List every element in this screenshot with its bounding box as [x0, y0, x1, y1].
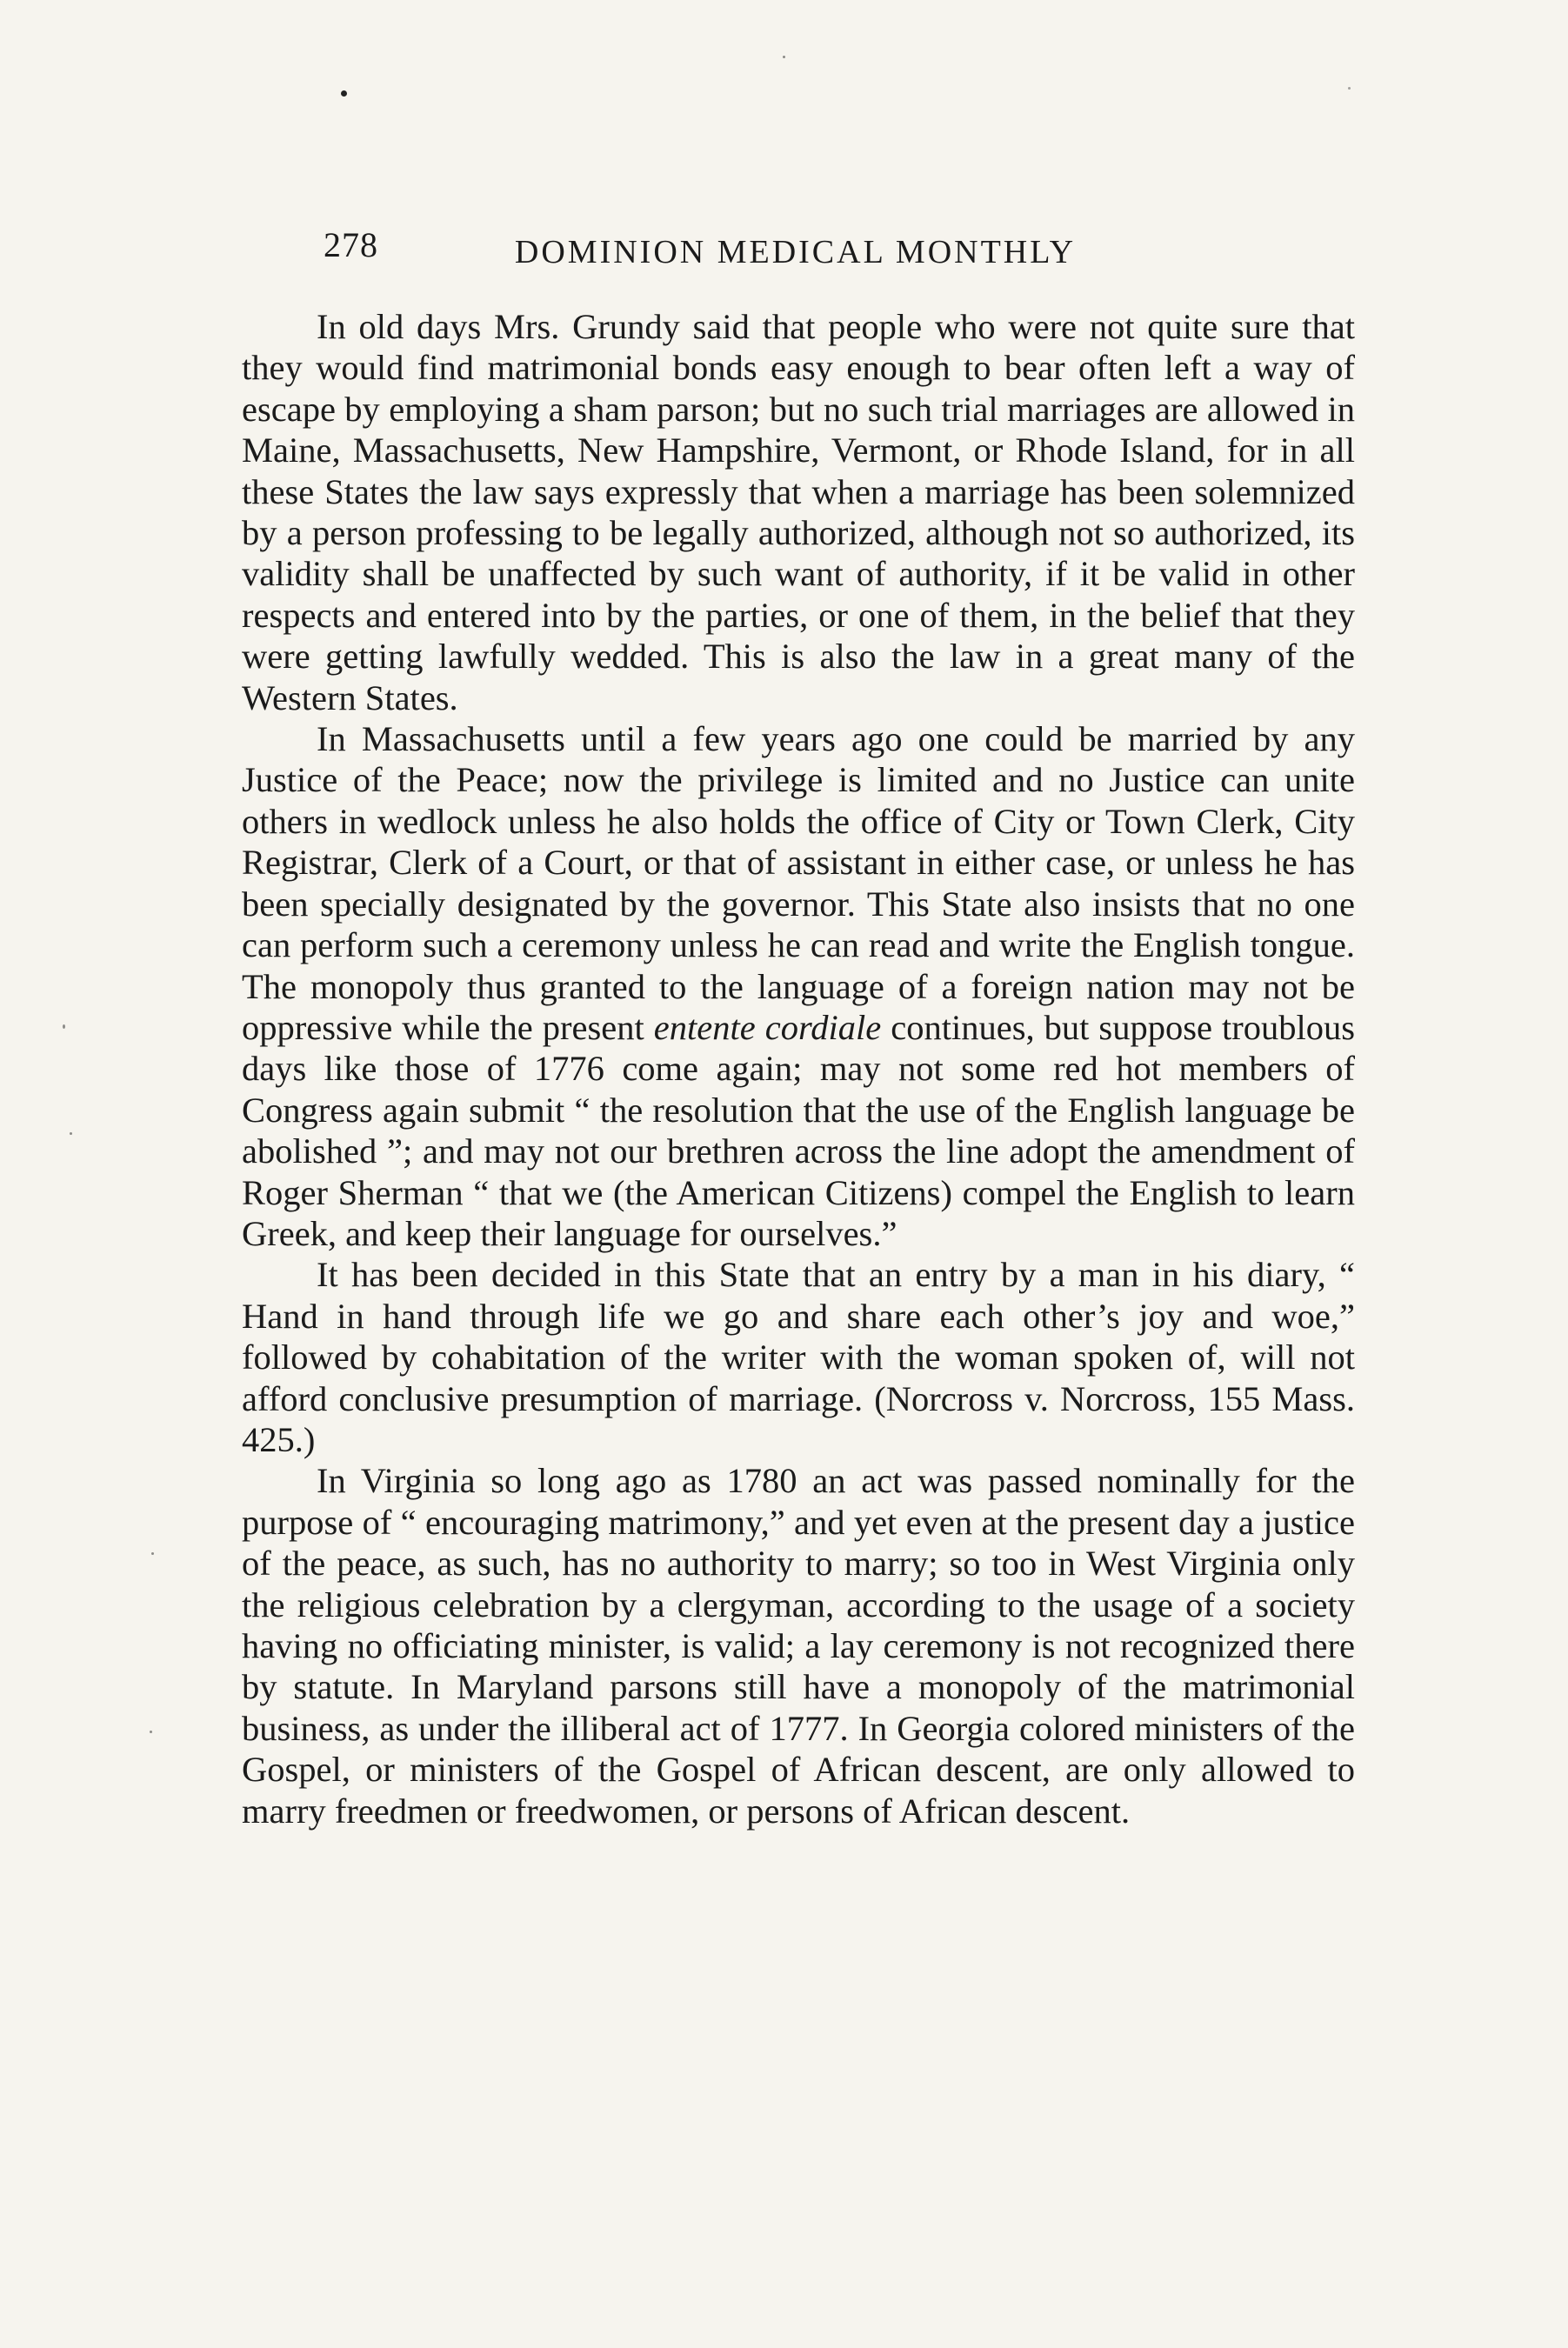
- page-number: 278: [324, 225, 378, 264]
- page-header: [324, 224, 1198, 285]
- paragraph: In Virginia so long ago as 1780 an act was passed nominally for the purpose of “ encouraging matrimony,” and yet even at the present day a justice of the peace, as such, has no authority to marry; so too in West Virginia only the religious celebration by a clergyman, according to the usage of a society having no officiating minister, is valid; a lay ceremony is not recognized there by statute. In Maryland parsons still have a monopoly of the matrimonial business, as under the illiberal act of 1777. In Georgia colored ministers of the Gospel, or ministers of the Gospel of African descent, are only allowed to marry freedmen or freedwomen, or persons of African descent.: [242, 1461, 1355, 1831]
- scan-speck: [783, 56, 785, 58]
- article-body: [242, 306, 1355, 1831]
- scan-speck: [63, 1024, 65, 1029]
- scan-speck: [150, 1731, 152, 1733]
- paragraph: In old days Mrs. Grundy said that people who were not quite sure that they would find matrimonial bonds easy enough to bear often left a way of escape by employing a sham parson; but no such trial marriages are allowed in Maine, Massachusetts, New Hampshire, Vermont, or Rhode Island, for in all these States the law says expressly that when a marriage has been solemnized by a person professing to be legally authorized, although not so authorized, its validity shall be unaffected by such want of authority, if it be valid in other respects and entered into by the parties, or one of them, in the belief that they were getting lawfully wedded. This is also the law in a great many of the Western States.: [242, 307, 1355, 717]
- scan-speck: [1348, 87, 1351, 90]
- scan-speck: [341, 90, 347, 97]
- scan-speck: [70, 1132, 72, 1135]
- italic-phrase: entente cordiale: [653, 1007, 882, 1047]
- paragraph: [242, 718, 1355, 1254]
- running-title: DOMINION MEDICAL MONTHLY: [514, 234, 1077, 270]
- paragraph-text: continues, but suppose troublous days like those of 1776 come again; may not some red hot members of Congress again submit “ the resolution that the use of the English language be abolished ”; and may not our brethren across the line adopt the amendment of Roger Sherman “ that we (the American Citizens) compel the English to learn Greek, and keep their language for ourselves.”: [242, 1007, 1355, 1253]
- paragraph: It has been decided in this State that an entry by a man in his diary, “ Hand in hand through life we go and share each other’s joy and woe,” followed by cohabitation of the writer with the woman spoken of, will not afford conclusive presumption of marriage. (Norcross v. Norcross, 155 Mass. 425.): [242, 1255, 1355, 1459]
- scan-speck: [151, 1552, 154, 1555]
- paragraph-text: In Massachusetts until a few years ago one could be married by any Justice of the Peace; now the privilege is limited and no Justice can unite others in wedlock unless he also holds the office of City or Town Clerk, City Registrar, Clerk of a Court, or that of assistant in either case, or unless he has been specially designated by the governor. This State also insists that no one can perform such a ceremony unless he can read and write the English tongue. The monopoly thus granted to the language of a foreign nation may not be oppressive while the present: [242, 719, 1355, 1047]
